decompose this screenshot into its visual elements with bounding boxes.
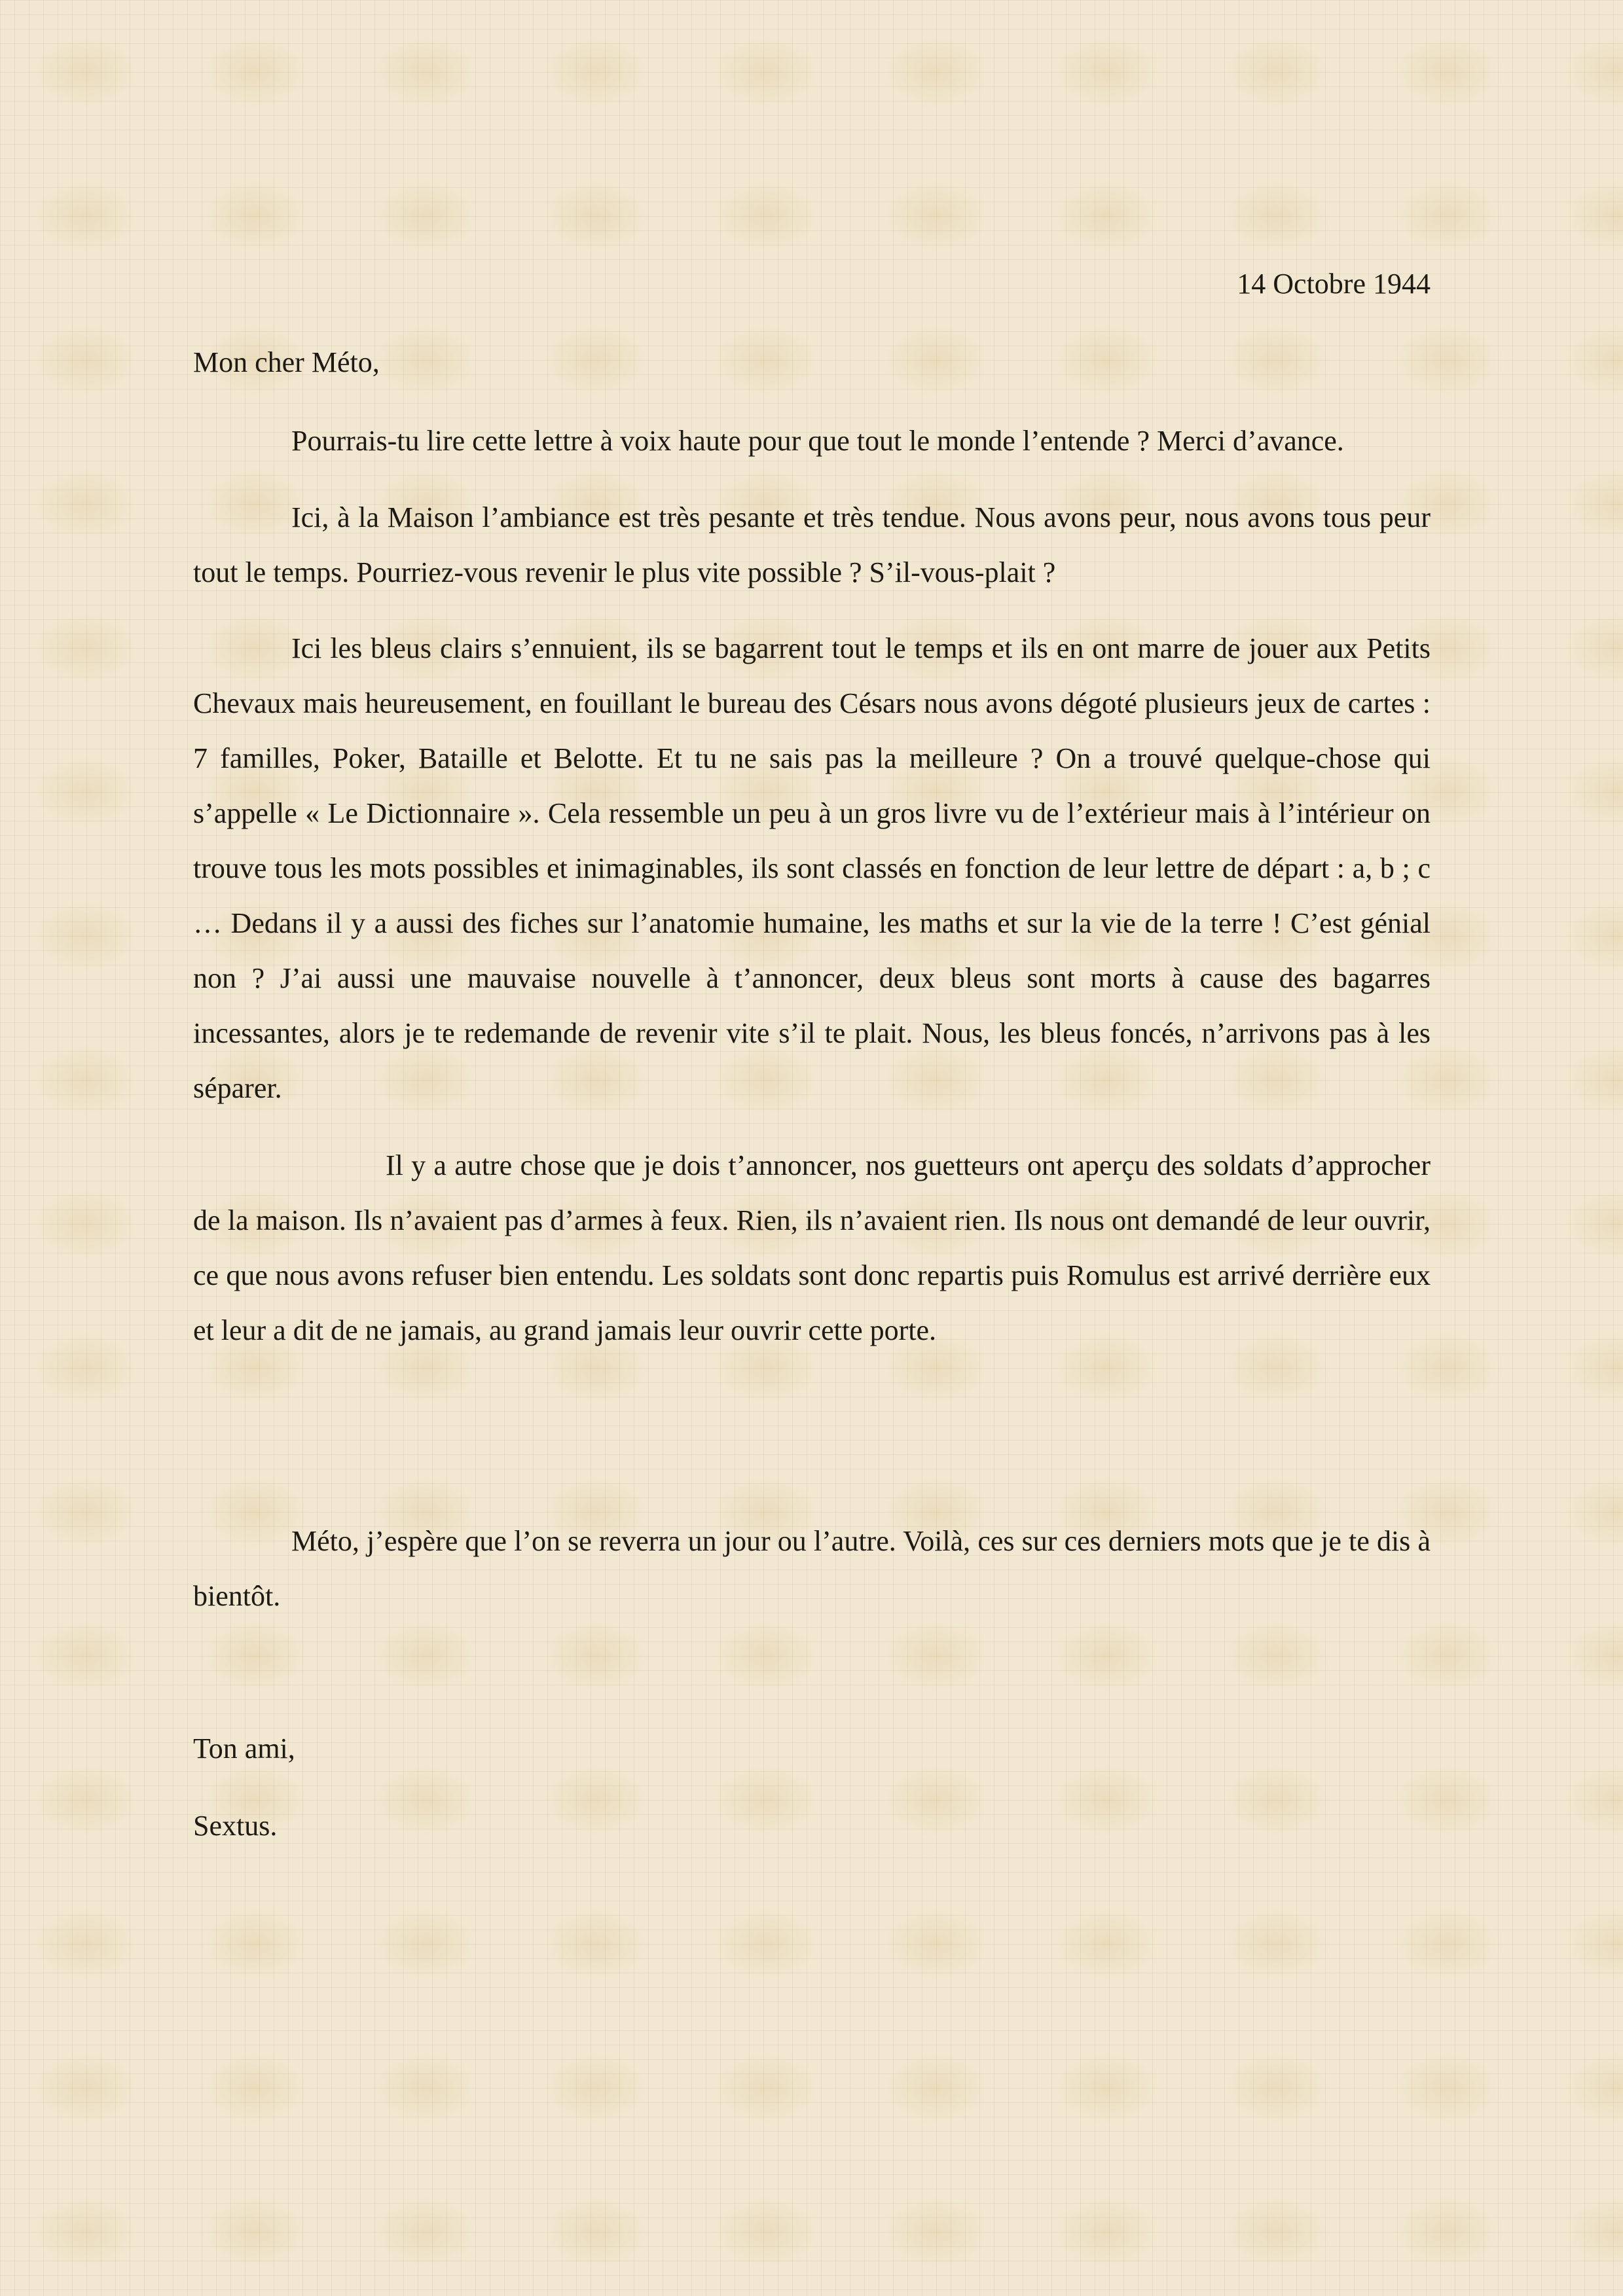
- letter-signature: Sextus.: [193, 1810, 278, 1842]
- letter-paragraph: Ici, à la Maison l’ambiance est très pesante et très tendue. Nous avons peur, nous avons tous peur tout le temps. Pourriez-vous revenir le plus vite possible ? S’il-vous-plait ?: [193, 501, 1431, 588]
- letter-date: 14 Octobre 1944: [1237, 268, 1431, 300]
- letter-paragraph: Méto, j’espère que l’on se reverra un jour ou l’autre. Voilà, ces sur ces derniers mots que je te dis à bientôt.: [193, 1525, 1431, 1612]
- letter-paragraph: Il y a autre chose que je dois t’annoncer, nos guetteurs ont aperçu des soldats d’approcher de la maison. Ils n’avaient pas d’armes à feux. Rien, ils n’avaient rien. Ils nous ont demandé de leur ouvrir, ce que nous avons refuser bien entendu. Les soldats sont donc repartis puis Romulus est arrivé derrière eux et leur a dit de ne jamais, au grand jamais leur ouvrir cette porte.: [193, 1149, 1431, 1346]
- letter-salutation: Mon cher Méto,: [193, 346, 380, 378]
- letter-closing: Ton ami,: [193, 1732, 295, 1765]
- letter-paragraph: Pourrais-tu lire cette lettre à voix haute pour que tout le monde l’entende ? Merci d’avance.: [291, 425, 1344, 457]
- letter-paragraph: Ici les bleus clairs s’ennuient, ils se bagarrent tout le temps et ils en ont marre de jouer aux Petits Chevaux mais heureusement, en fouillant le bureau des Césars nous avons dégoté plusieurs jeux de cartes : 7 familles, Poker, Bataille et Belotte. Et tu ne sais pas la meilleure ? On a trouvé quelque-chose qui s’appelle « Le Dictionnaire ». Cela ressemble un peu à un gros livre vu de l’extérieur mais à l’intérieur on trouve tous les mots possibles et inimaginables, ils sont classés en fonction de leur lettre de départ : a, b ; c … Dedans il y a aussi des fiches sur l’anatomie humaine, les maths et sur la vie de la terre ! C’est génial non ? J’ai aussi une mauvaise nouvelle à t’annoncer, deux bleus sont morts à cause des bagarres incessantes, alors je te redemande de revenir vite s’il te plait. Nous, les bleus foncés, n’arrivons pas à les séparer.: [193, 632, 1431, 1104]
